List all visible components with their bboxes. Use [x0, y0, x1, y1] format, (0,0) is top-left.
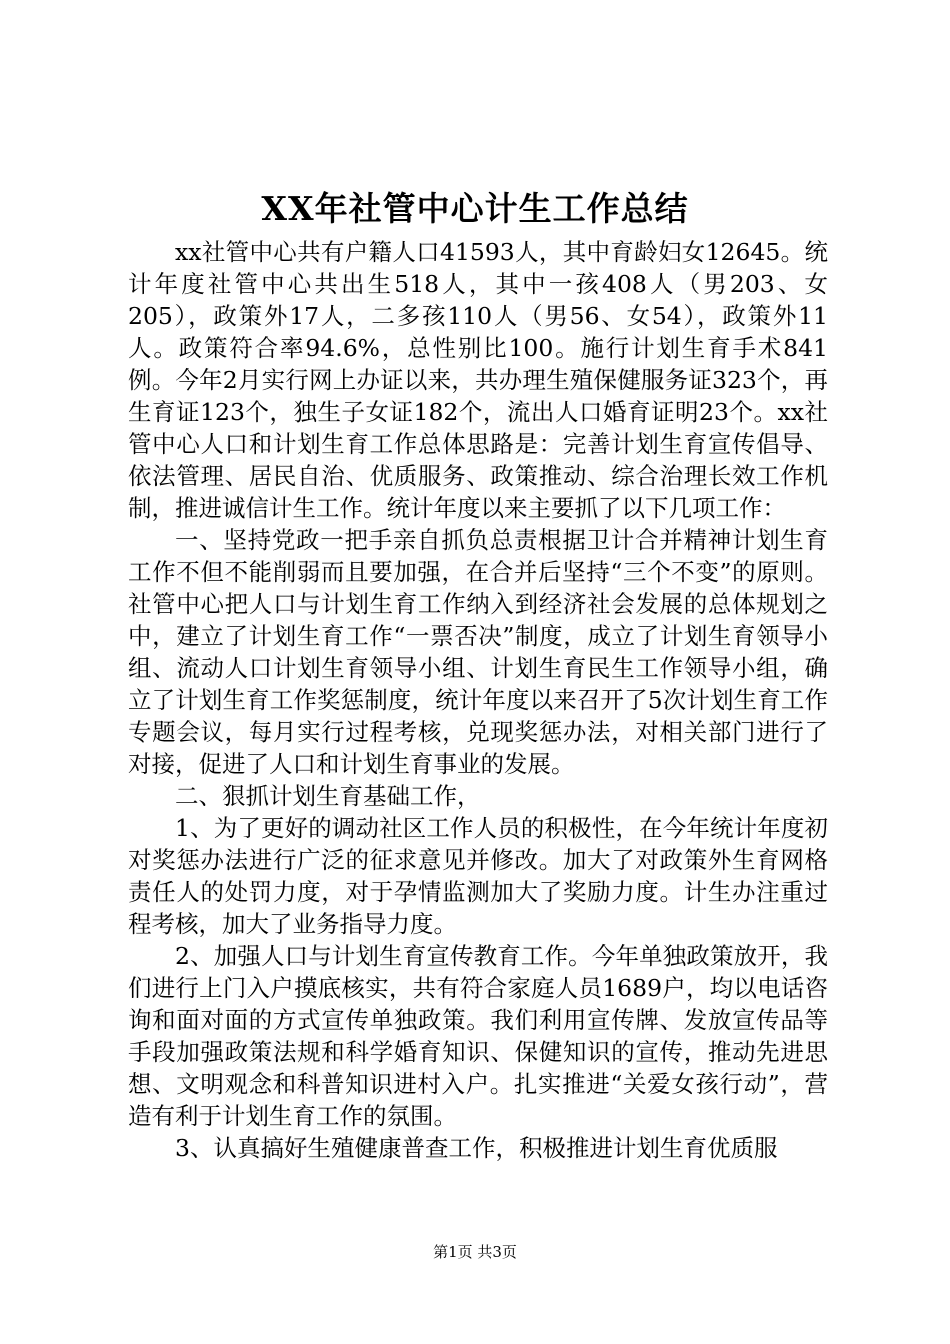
paragraph-item-1: 1、为了更好的调动社区工作人员的积极性，在今年统计年度初对奖惩办法进行广泛的征求意见并修改。加大了对政策外生育网格责任人的处罚力度，对于孕情监测加大了奖励力度。计生办注重过程考核，加大了业务指导力度。	[128, 814, 828, 938]
document-title: XX年社管中心计生工作总结	[261, 189, 689, 228]
paragraph-item-2: 2、加强人口与计划生育宣传教育工作。今年单独政策放开，我们进行上门入户摸底核实，共有符合家庭人员1689户，均以电话咨询和面对面的方式宣传单独政策。我们利用宣传牌、发放宣传品等手段加强政策法规和科学婚育知识、保健知识的宣传，推动先进思想、文明观念和科普知识进村入户。扎实推进“关爱女孩行动”，营造有利于计划生育工作的氛围。	[128, 942, 828, 1130]
paragraph-section-2-heading: 二、狠抓计划生育基础工作，	[175, 782, 481, 810]
document-body	[128, 236, 828, 1164]
paragraph-section-1: 一、坚持党政一把手亲自抓负总责根据卫计合并精神计划生育工作不但不能削弱而且要加强，在合并后坚持“三个不变”的原则。社管中心把人口与计划生育工作纳入到经济社会发展的总体规划之中，建立了计划生育工作“一票否决”制度，成立了计划生育领导小组、流动人口计划生育领导小组、计划生育民生工作领导小组，确立了计划生育工作奖惩制度，统计年度以来召开了5次计划生育工作专题会议，每月实行过程考核，兑现奖惩办法，对相关部门进行了对接，促进了人口和计划生育事业的发展。	[128, 526, 828, 778]
paragraph-item-3: 3、认真搞好生殖健康普查工作，积极推进计划生育优质服	[175, 1134, 778, 1162]
page-footer: 第1页 共3页	[433, 1243, 517, 1261]
paragraph-intro: xx社管中心共有户籍人口41593人，其中育龄妇女12645。统计年度社管中心共出生518人，其中一孩408人（男203、女205），政策外17人，二多孩110人（男56、女54），政策外11人。政策符合率94.6%，总性别比100。施行计划生育手术841例。今年2月实行网上办证以来，共办理生殖保健服务证323个，再生育证123个，独生子女证182个，流出人口婚育证明23个。xx社管中心人口和计划生育工作总体思路是：完善计划生育宣传倡导、依法管理、居民自治、优质服务、政策推动、综合治理长效工作机制，推进诚信计生工作。统计年度以来主要抓了以下几项工作：	[128, 238, 828, 522]
